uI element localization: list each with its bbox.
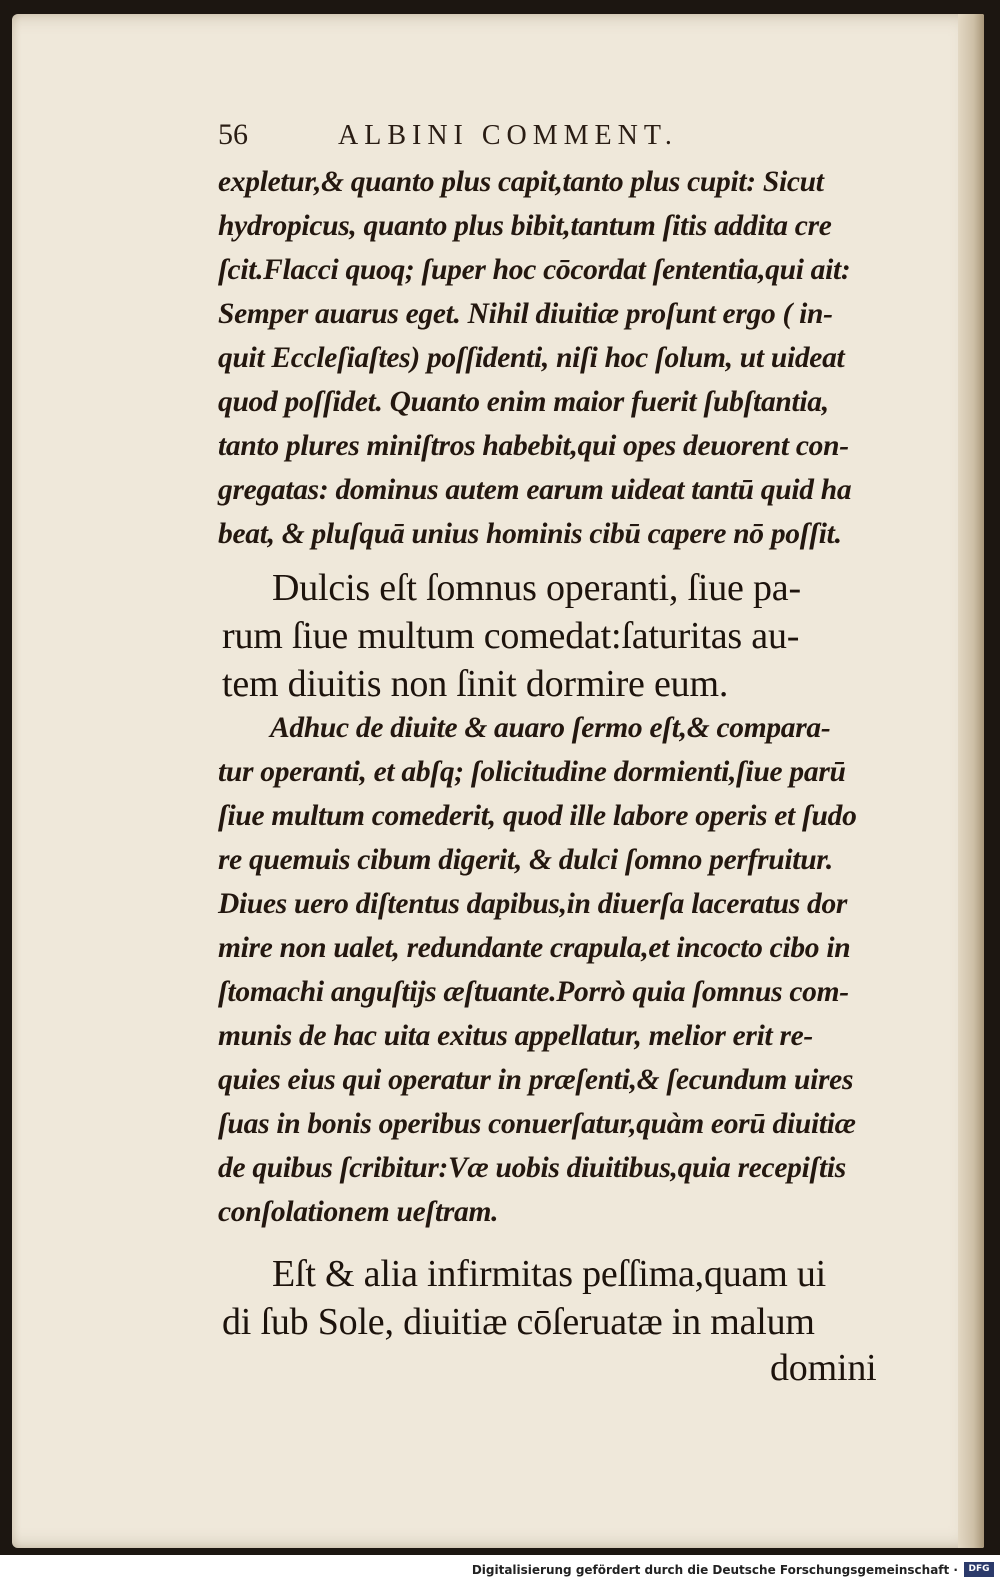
text-line: hydropicus, quanto plus bibit,tantum ſitis addita cre <box>218 210 832 242</box>
funding-credit: Digitalisierung gefördert durch die Deutsche Forschungsgemeinschaft · <box>471 1563 958 1577</box>
scripture-line: Dulcis eſt ſomnus operanti, ſiue pa- <box>272 567 801 609</box>
text-line: quit Eccleſiaſtes) poſſidenti, niſi hoc ſolum, ut uideat <box>218 342 845 374</box>
scripture-line: Eſt & alia infirmitas peſſima,quam ui <box>272 1253 827 1295</box>
text-line: ſuas in bonis operibus conuerſatur,quàm eorū diuitiæ <box>218 1108 856 1140</box>
text-line: Diues uero diſtentus dapibus,in diuerſa laceratus dor <box>218 888 848 920</box>
text-line: Adhuc de diuite & auaro ſermo eſt,& compara- <box>270 712 831 744</box>
catchword: domini <box>770 1347 877 1389</box>
page-edge <box>958 14 984 1548</box>
text-line: ſcit.Flacci quoq; ſuper hoc cōcordat ſententia,qui ait: <box>218 254 851 286</box>
text-line: mire non ualet, redundante crapula,et incocto cibo in <box>218 932 851 964</box>
text-line: quies eius qui operatur in præſenti,& ſecundum uires <box>218 1064 854 1096</box>
text-line: Semper auarus eget. Nihil diuitiæ proſunt ergo ( in- <box>218 298 833 330</box>
scripture-line: rum ſiue multum comedat:ſaturitas au- <box>222 615 800 657</box>
scripture-line: tem diuitis non ſinit dormire eum. <box>222 663 729 705</box>
text-line: ſiue multum comederit, quod ille labore operis et ſudo <box>218 800 857 832</box>
text-line: beat, & pluſquā unius hominis cibū capere nō poſſit. <box>218 518 842 550</box>
text-line: tur operanti, et abſq; ſolicitudine dormienti,ſiue parū <box>218 756 846 788</box>
text-line: de quibus ſcribitur:Væ uobis diuitibus,quia recepiſtis <box>218 1152 846 1184</box>
text-line: munis de hac uita exitus appellatur, melior erit re- <box>218 1020 813 1052</box>
dfg-logo: DFG <box>964 1562 994 1577</box>
text-line: gregatas: dominus autem earum uideat tantū quid ha <box>218 474 852 506</box>
text-line: conſolationem ueſtram. <box>218 1196 499 1228</box>
page-header <box>218 118 818 158</box>
text-line: ſtomachi anguſtijs æſtuante.Porrò quia ſomnus com- <box>218 976 849 1008</box>
page-number: 56 <box>218 118 248 151</box>
text-line: expletur,& quanto plus capit,tanto plus cupit: Sicut <box>218 166 824 198</box>
text-line: quod poſſidet. Quanto enim maior fuerit ſubſtantia, <box>218 386 829 418</box>
running-head: ALBINI COMMENT. <box>338 120 678 151</box>
text-line: tanto plures miniſtros habebit,qui opes deuorent con- <box>218 430 849 462</box>
text-line: re quemuis cibum digerit, & dulci ſomno perfruitur. <box>218 844 833 876</box>
scripture-line: di ſub Sole, diuitiæ cōſeruatæ in malum <box>222 1301 815 1343</box>
footer-bar <box>0 1555 1000 1587</box>
